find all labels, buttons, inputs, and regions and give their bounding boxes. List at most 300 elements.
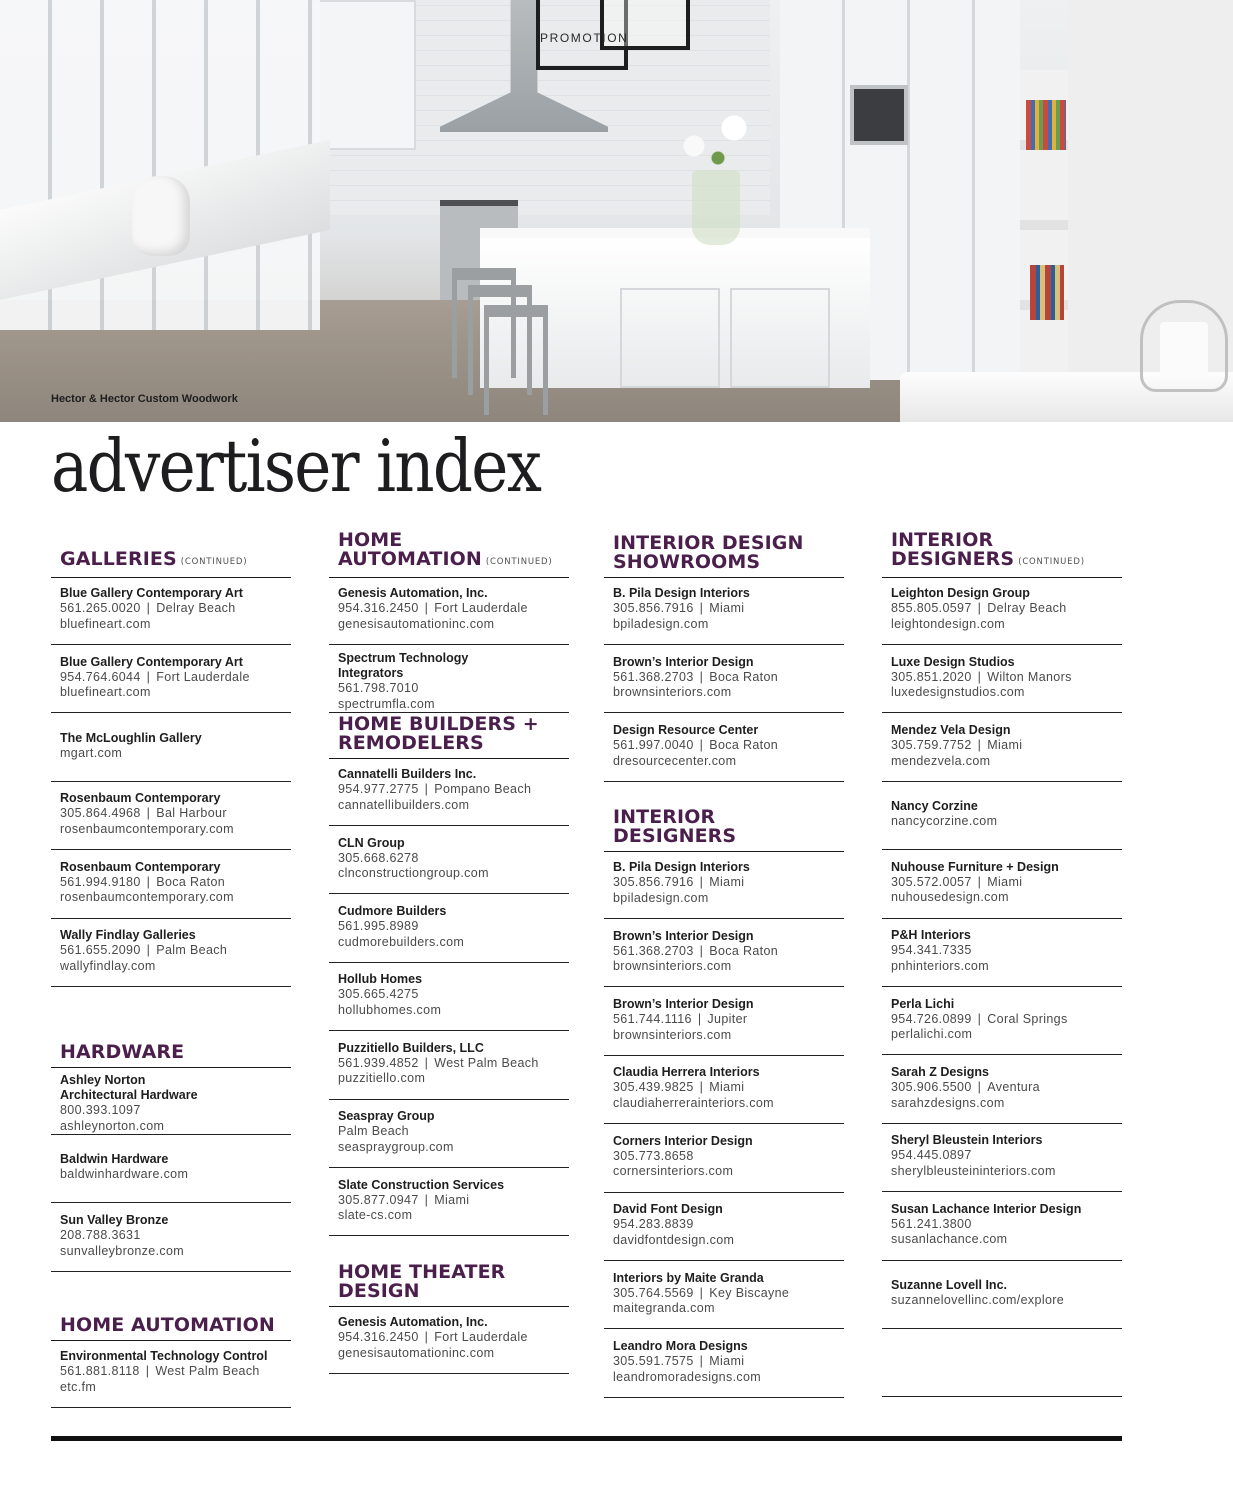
separator: | [699, 1080, 704, 1095]
advertiser-entry [882, 1193, 1122, 1261]
entry-body [338, 1041, 569, 1087]
phone-number[interactable]: 305.668.6278 [338, 850, 419, 865]
entry-body [338, 1315, 569, 1361]
section-heading [338, 1263, 569, 1301]
phone-location [613, 1217, 844, 1233]
advertiser-name: Blue Gallery Contemporary Art [60, 654, 243, 669]
entry-rule [604, 1397, 844, 1398]
entry-body [613, 723, 844, 769]
advertiser-entry [329, 1306, 569, 1374]
advertiser-name: Perla Lichi [891, 996, 955, 1011]
phone-location [60, 601, 291, 617]
phone-location [338, 1330, 569, 1346]
phone-location [891, 943, 1122, 959]
website-link[interactable]: cudmorebuilders.com [338, 934, 465, 949]
entry-body [338, 1178, 569, 1224]
location: Boca Raton [709, 943, 779, 958]
entry-body [338, 767, 569, 813]
location: Wilton Manors [987, 669, 1072, 684]
website-link[interactable]: davidfontdesign.com [613, 1232, 735, 1247]
advertiser-name: Sarah Z Designs [891, 1065, 989, 1080]
phone-location [338, 851, 569, 867]
phone-number[interactable]: 954.445.0897 [891, 1148, 972, 1163]
entry-body [338, 586, 569, 632]
entry-body [338, 651, 569, 712]
phone-number[interactable]: 561.997.0040 [613, 738, 694, 753]
advertiser-name: Genesis Automation, Inc. [338, 586, 488, 601]
phone-location [338, 1193, 569, 1209]
phone-number[interactable]: 561.881.8118 [60, 1364, 140, 1379]
website-link[interactable]: sunvalleybronze.com [60, 1243, 185, 1258]
separator: | [699, 601, 704, 616]
phone-number[interactable]: 561.798.7010 [338, 681, 419, 696]
advertiser-name: Luxe Design Studios [891, 654, 1015, 669]
advertiser-entry [882, 577, 1122, 645]
location: Delray Beach [156, 601, 236, 616]
bottom-rule [51, 1436, 1122, 1441]
location: Key Biscayne [709, 1285, 790, 1300]
advertiser-entry [604, 851, 844, 919]
section-heading [60, 550, 291, 572]
advertiser-entry [329, 1168, 569, 1236]
website-link[interactable]: brownsinteriors.com [613, 1027, 732, 1042]
phone-location [338, 1124, 569, 1140]
website-link[interactable]: dresourcecenter.com [613, 753, 737, 768]
advertiser-name: Architectural Hardware [60, 1088, 198, 1102]
phone-location [891, 1012, 1122, 1028]
advertiser-name: Brown’s Interior Design [613, 928, 754, 943]
advertiser-name: Spectrum Technology [338, 651, 469, 666]
advertiser-entry [329, 645, 569, 713]
website-link[interactable]: rosenbaumcontemporary.com [60, 821, 234, 836]
advertiser-entry [51, 645, 291, 713]
advertiser-entry [329, 577, 569, 645]
location: Jupiter [707, 1012, 748, 1027]
website-link[interactable]: cornersinteriors.com [613, 1164, 734, 1179]
website-link[interactable]: baldwinhardware.com [60, 1167, 189, 1182]
location: West Palm Beach [434, 1055, 539, 1070]
phone-number[interactable]: 305.856.7916 [613, 875, 694, 890]
phone-number[interactable]: 561.241.3800 [891, 1216, 972, 1231]
separator: | [424, 1330, 429, 1345]
separator: | [146, 806, 151, 821]
location: Miami [709, 601, 745, 616]
advertiser-name: Sheryl Bleustein Interiors [891, 1133, 1043, 1148]
location: Boca Raton [709, 669, 779, 684]
entry-body [338, 972, 569, 1018]
advertiser-name: Design Resource Center [613, 723, 759, 738]
advertiser-entry [882, 851, 1122, 919]
phone-location [60, 1364, 291, 1380]
entry-body [60, 1073, 291, 1134]
website-link[interactable]: wallyfindlay.com [60, 958, 156, 973]
section-heading [613, 808, 844, 846]
entry-body [613, 1339, 844, 1385]
entry-body [60, 860, 291, 906]
location: Boca Raton [709, 738, 779, 753]
entry-body [60, 928, 291, 974]
advertiser-entry [329, 826, 569, 894]
entry-body [613, 929, 844, 975]
website-link[interactable]: puzzitiello.com [338, 1071, 426, 1086]
advertiser-entry [604, 919, 844, 987]
section-heading-line: INTERIOR DESIGNERS [613, 806, 737, 847]
advertiser-name: Sun Valley Bronze [60, 1213, 169, 1228]
advertiser-name: Integrators [338, 666, 404, 681]
website-link[interactable]: rosenbaumcontemporary.com [60, 890, 234, 905]
phone-number[interactable]: 305.759.7752 [891, 738, 972, 753]
separator: | [424, 1192, 429, 1207]
location: Fort Lauderdale [434, 1330, 528, 1345]
phone-location [613, 1354, 844, 1370]
separator: | [699, 669, 704, 684]
location: Coral Springs [987, 1011, 1068, 1026]
advertiser-name: Puzzitiello Builders, LLC [338, 1040, 484, 1055]
section-heading [613, 534, 844, 572]
advertiser-entry [882, 919, 1122, 987]
advertiser-entry [604, 1193, 844, 1261]
phone-location [338, 681, 569, 697]
advertiser-entry [329, 963, 569, 1031]
location: Fort Lauderdale [156, 669, 250, 684]
advertiser-name: Seaspray Group [338, 1109, 435, 1124]
entry-body [338, 836, 569, 882]
phone-location [891, 1217, 1122, 1233]
phone-number[interactable]: 305.591.7575 [613, 1354, 694, 1369]
advertiser-entry [604, 1056, 844, 1124]
advertiser-name: Slate Construction Services [338, 1177, 505, 1192]
advertiser-entry [604, 577, 844, 645]
phone-number[interactable]: 561.655.2090 [60, 943, 141, 958]
phone-location [338, 782, 569, 798]
phone-number[interactable]: 954.977.2775 [338, 782, 419, 797]
advertiser-entry [882, 1261, 1122, 1329]
website-link[interactable]: etc.fm [60, 1379, 97, 1394]
continued-label: (CONTINUED) [1018, 557, 1085, 567]
website-link[interactable]: mendezvela.com [891, 753, 991, 768]
website-link[interactable]: susanlachance.com [891, 1232, 1008, 1247]
advertiser-name: Environmental Technology Control [60, 1349, 268, 1364]
continued-label: (CONTINUED) [485, 557, 553, 567]
advertiser-name: Leighton Design Group [891, 586, 1030, 601]
entry-body [60, 731, 291, 762]
website-link[interactable]: clnconstructiongroup.com [338, 866, 489, 881]
phone-location [60, 1103, 291, 1119]
location: Palm Beach [156, 943, 228, 958]
separator: | [699, 943, 704, 958]
website-link[interactable]: brownsinteriors.com [613, 685, 732, 700]
location: Aventura [987, 1080, 1040, 1095]
entry-body [60, 586, 291, 632]
section-heading-line: AUTOMATION [338, 548, 482, 570]
website-link[interactable]: claudiaherrerainteriors.com [613, 1095, 774, 1110]
phone-number[interactable]: 954.341.7335 [891, 943, 972, 958]
website-link[interactable]: maitegranda.com [613, 1301, 715, 1316]
section-heading-line: REMODELERS [338, 732, 484, 754]
entry-body [60, 655, 291, 701]
location: Bal Harbour [156, 806, 227, 821]
entry-rule [51, 1271, 291, 1272]
separator: | [146, 874, 151, 889]
advertiser-entry [51, 919, 291, 987]
phone-location [613, 1012, 844, 1028]
location: Miami [987, 874, 1023, 889]
advertiser-name: Nuhouse Furniture + Design [891, 859, 1059, 874]
entry-body [613, 1271, 844, 1317]
advertiser-entry [51, 1135, 291, 1203]
entry-body [891, 655, 1122, 701]
entry-body [891, 928, 1122, 974]
separator: | [977, 601, 982, 616]
advertiser-name: Hollub Homes [338, 972, 423, 987]
phone-number[interactable]: 305.773.8658 [613, 1148, 694, 1163]
phone-number[interactable]: 561.939.4852 [338, 1055, 419, 1070]
entry-body [891, 799, 1122, 830]
section-heading [891, 531, 1122, 572]
phone-location [613, 670, 844, 686]
advertiser-entry [329, 758, 569, 826]
phone-number[interactable]: 561.265.0020 [60, 601, 141, 616]
website-link[interactable]: sarahzdesigns.com [891, 1095, 1005, 1110]
advertiser-name: Corners Interior Design [613, 1133, 753, 1148]
entry-body [891, 586, 1122, 632]
phone-location [613, 1080, 844, 1096]
advertiser-entry [882, 714, 1122, 782]
entry-body [60, 1349, 291, 1395]
phone-number[interactable]: 954.283.8839 [613, 1217, 694, 1232]
advertiser-name: Brown’s Interior Design [613, 654, 754, 669]
website-link[interactable]: bpiladesign.com [613, 890, 709, 905]
location: Miami [987, 738, 1023, 753]
advertiser-entry [51, 577, 291, 645]
advertiser-entry [882, 1056, 1122, 1124]
advertiser-entry [329, 1032, 569, 1100]
section-heading [60, 1316, 291, 1335]
phone-number[interactable]: 561.368.2703 [613, 669, 694, 684]
separator: | [699, 1354, 704, 1369]
website-link[interactable]: genesisautomationinc.com [338, 616, 495, 631]
website-link[interactable]: slate-cs.com [338, 1208, 413, 1223]
website-link[interactable]: seasprаygroup.com [338, 1139, 454, 1154]
entry-body [891, 1133, 1122, 1179]
section-heading-line: HOME [338, 529, 403, 551]
phone-location [338, 919, 569, 935]
website-link[interactable]: luxedesignstudios.com [891, 685, 1025, 700]
phone-location [60, 670, 291, 686]
advertiser-name: Cudmore Builders [338, 904, 447, 919]
location: Delray Beach [987, 601, 1067, 616]
entry-body [891, 723, 1122, 769]
entry-body [613, 655, 844, 701]
advertiser-name: B. Pila Design Interiors [613, 586, 750, 601]
entry-rule [604, 781, 844, 782]
section-heading-line: HOME AUTOMATION [60, 1314, 275, 1336]
location: Boca Raton [156, 874, 226, 889]
advertiser-name: Ashley Norton [60, 1073, 146, 1087]
section-heading-line: INTERIOR DESIGN [613, 532, 804, 554]
advertiser-name: Suzanne Lovell Inc. [891, 1277, 1007, 1292]
website-link[interactable]: pnhinteriors.com [891, 958, 990, 973]
separator: | [145, 1364, 150, 1379]
advertiser-name: CLN Group [338, 835, 405, 850]
phone-location [338, 987, 569, 1003]
advertiser-name: Mendez Vela Design [891, 723, 1011, 738]
location: Fort Lauderdale [434, 601, 528, 616]
advertiser-entry [329, 1100, 569, 1168]
phone-location [338, 1056, 569, 1072]
location: Miami [709, 1080, 745, 1095]
separator: | [424, 782, 429, 797]
phone-number[interactable]: 954.726.0899 [891, 1011, 972, 1026]
advertiser-entry [882, 645, 1122, 713]
phone-location [338, 601, 569, 617]
website-link[interactable]: bpiladesign.com [613, 616, 709, 631]
advertiser-entry [604, 1261, 844, 1329]
section-heading-line: HARDWARE [60, 1041, 185, 1063]
phone-location [891, 738, 1122, 754]
phone-number[interactable]: 561.994.9180 [60, 874, 141, 889]
phone-location [60, 943, 291, 959]
advertiser-entry [604, 988, 844, 1056]
website-link[interactable]: sherylbleusteininteriors.com [891, 1163, 1056, 1178]
phone-location [613, 1286, 844, 1302]
entry-body [613, 997, 844, 1043]
section-heading [338, 715, 569, 753]
phone-number[interactable]: 954.316.2450 [338, 601, 419, 616]
entry-rule [882, 1396, 1122, 1397]
separator: | [699, 738, 704, 753]
entry-body [891, 997, 1122, 1043]
phone-location [891, 1080, 1122, 1096]
website-link[interactable]: ashleynorton.com [60, 1118, 165, 1133]
website-link[interactable]: nancycorzine.com [891, 814, 998, 829]
phone-number[interactable]: 561.368.2703 [613, 943, 694, 958]
phone-location [60, 806, 291, 822]
phone-number[interactable]: 208.788.3631 [60, 1228, 141, 1243]
advertiser-entry [882, 1329, 1122, 1397]
section-heading-line: SHOWROOMS [613, 551, 761, 573]
website-link[interactable]: bluefineart.com [60, 616, 151, 631]
location: Miami [709, 875, 745, 890]
advertiser-entry [51, 1204, 291, 1272]
phone-number[interactable]: 305.864.4968 [60, 806, 141, 821]
entry-rule [51, 1407, 291, 1408]
advertiser-entry [51, 782, 291, 850]
advertiser-name: P&H Interiors [891, 928, 971, 943]
advertiser-name: Rosenbaum Contemporary [60, 791, 221, 806]
advertiser-name: Cannatelli Builders Inc. [338, 767, 477, 782]
advertiser-name: Baldwin Hardware [60, 1152, 169, 1167]
advertiser-name: B. Pila Design Interiors [613, 860, 750, 875]
entry-body [60, 791, 291, 837]
entry-body [613, 1065, 844, 1111]
location: Miami [709, 1354, 745, 1369]
hero-kitchen-photo [0, 0, 1233, 422]
advertiser-entry [882, 1124, 1122, 1192]
phone-location [613, 601, 844, 617]
advertiser-entry [51, 851, 291, 919]
separator: | [699, 875, 704, 890]
phone-number[interactable]: 305.906.5500 [891, 1080, 972, 1095]
entry-rule [329, 1373, 569, 1374]
phone-number[interactable]: 954.764.6044 [60, 669, 141, 684]
phone-location [891, 601, 1122, 617]
advertiser-entry [51, 1067, 291, 1135]
page-title: advertiser index [51, 424, 541, 508]
phone-location [891, 670, 1122, 686]
separator: | [699, 1285, 704, 1300]
phone-location [613, 738, 844, 754]
phone-number[interactable]: 800.393.1097 [60, 1103, 141, 1117]
separator: | [977, 1080, 982, 1095]
phone-number[interactable]: 954.316.2450 [338, 1330, 419, 1345]
entry-body [613, 1202, 844, 1248]
section-heading-line: HOME THEATER [338, 1261, 506, 1283]
advertiser-name: David Font Design [613, 1202, 723, 1217]
advertiser-name: Brown’s Interior Design [613, 997, 754, 1012]
website-link[interactable]: cannatellibuilders.com [338, 797, 470, 812]
phone-number[interactable]: 305.851.2020 [891, 669, 972, 684]
phone-number[interactable]: 855.805.0597 [891, 601, 972, 616]
website-link[interactable]: genesisautomationinc.com [338, 1345, 495, 1360]
phone-number[interactable]: 305.764.5569 [613, 1285, 694, 1300]
phone-number[interactable]: 305.572.0057 [891, 874, 972, 889]
entry-body [891, 1202, 1122, 1248]
advertiser-name: The McLoughlin Gallery [60, 730, 202, 745]
website-link[interactable]: bluefineart.com [60, 685, 151, 700]
entry-body [60, 1152, 291, 1183]
separator: | [977, 874, 982, 889]
website-link[interactable]: leightondesign.com [891, 616, 1006, 631]
phone-number[interactable]: 305.877.0947 [338, 1192, 419, 1207]
advertiser-name: Wally Findlay Galleries [60, 928, 196, 943]
phone-location [891, 1148, 1122, 1164]
advertiser-entry [604, 645, 844, 713]
website-link[interactable]: spectrumfla.com [338, 696, 435, 711]
separator: | [146, 601, 151, 616]
website-link[interactable]: suzannelovellinc.com/explore [891, 1292, 1065, 1307]
website-link[interactable]: brownsinteriors.com [613, 959, 732, 974]
phone-number[interactable]: 305.856.7916 [613, 601, 694, 616]
advertiser-name: Leandro Mora Designs [613, 1339, 748, 1354]
location: Miami [434, 1192, 470, 1207]
advertiser-entry [329, 895, 569, 963]
advertiser-entry [604, 1330, 844, 1398]
location: Palm Beach [338, 1124, 409, 1139]
advertiser-name: Rosenbaum Contemporary [60, 859, 221, 874]
advertiser-entry [51, 1340, 291, 1408]
phone-location [891, 875, 1122, 891]
entry-body [891, 1065, 1122, 1111]
website-link[interactable]: nuhousedesign.com [891, 890, 1009, 905]
location: Pompano Beach [434, 782, 532, 797]
phone-number[interactable]: 305.665.4275 [338, 987, 419, 1002]
advertiser-name: Interiors by Maite Granda [613, 1270, 764, 1285]
phone-number[interactable]: 561.995.8989 [338, 919, 419, 934]
separator: | [424, 601, 429, 616]
phone-number[interactable]: 305.439.9825 [613, 1080, 694, 1095]
entry-body [338, 904, 569, 950]
entry-rule [329, 1235, 569, 1236]
phone-location [60, 1228, 291, 1244]
phone-number[interactable]: 561.744.1116 [613, 1012, 692, 1027]
website-link[interactable]: mgart.com [60, 745, 123, 760]
section-heading-line: INTERIOR [891, 529, 994, 551]
website-link[interactable]: perlalichi.com [891, 1027, 973, 1042]
phone-location [613, 1149, 844, 1165]
website-link[interactable]: leandromoradesigns.com [613, 1369, 762, 1384]
website-link[interactable]: hollubhomes.com [338, 1002, 442, 1017]
